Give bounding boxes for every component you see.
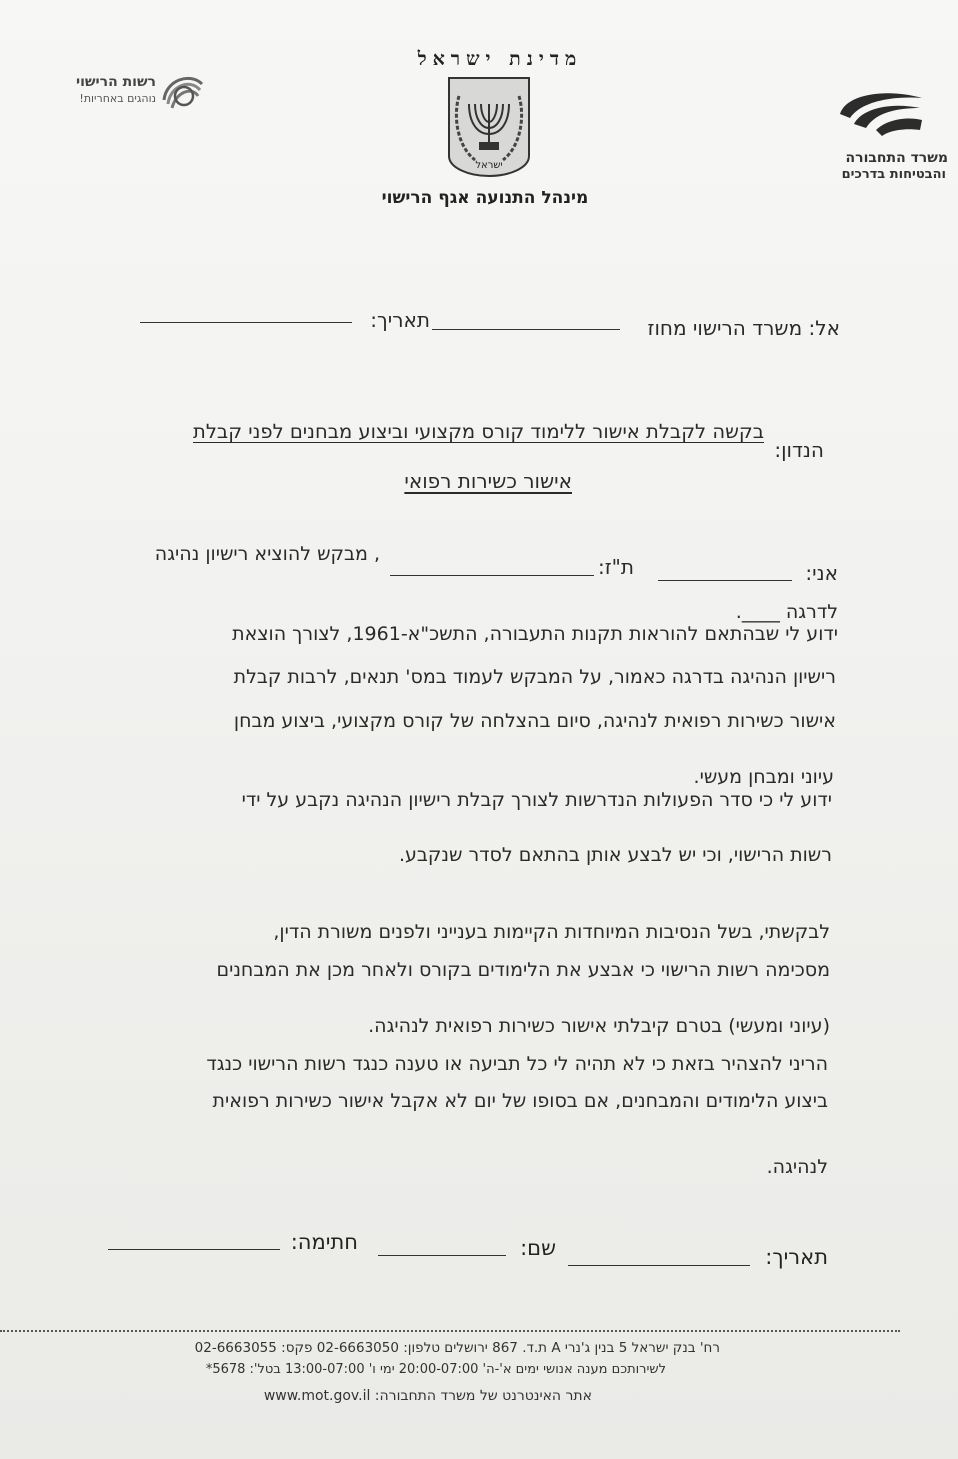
applicant-grade-text: לדרגה ____.	[735, 601, 838, 623]
footer-website: אתר האינטרנט של משרד התחבורה: www.mot.gov.il	[263, 1388, 592, 1404]
signature-name-blank-line	[378, 1255, 506, 1256]
paragraph3-line: הריני להצהיר בזאת כי לא תהיה לי כל תביעה או טענה כנגד רשות הרישוי כנגד	[206, 1053, 828, 1075]
footer-hours: לשירותכם מענה אנושי ימים א'-ה' 20:00-07:00 ימי ו' 13:00-07:00 בטל': 5678*	[205, 1362, 666, 1377]
subject-line1: בקשה לקבלת אישור ללימוד קורס מקצועי וביצוע מבחנים לפני קבלת	[193, 420, 764, 443]
paragraph3-line: ביצוע הלימודים והמבחנים, אם בסופו של יום לא אקבל אישור כשירות רפואית	[212, 1090, 828, 1112]
ministry-logo-icon	[836, 90, 926, 138]
applicant-id-blank-line	[390, 575, 594, 576]
swirl-icon	[158, 70, 208, 112]
signature-name-label: שם:	[520, 1236, 556, 1260]
paragraph1-line: עיוני ומבחן מעשי.	[693, 766, 834, 788]
paragraph3-line: לנהיגה.	[766, 1156, 828, 1178]
paragraph2-line: ידוע לי כי סדר הפעולות הנדרשות לצורך קבלת רישיון הנהיגה נקבע על ידי	[241, 789, 832, 811]
subject-line2: אישור כשירות רפואי	[404, 469, 572, 493]
applicant-name-blank-line	[658, 580, 792, 581]
applicant-request-text: , מבקש להוציא רישיון נהיגה	[154, 543, 380, 565]
licensing-authority-slogan: נוהגים באחריות!	[79, 92, 156, 105]
to-licensing-office: אל: משרד הרישוי מחוז	[647, 316, 840, 340]
paragraph3-line: (עיוני ומעשי) בטרם קיבלתי אישור כשירות רפואית לנהיגה.	[368, 1015, 830, 1037]
paragraph1-line: רישיון הנהיגה בדרגה כאמור, על המבקש לעמוד במס' תנאים, לרבות קבלת	[233, 666, 836, 688]
signature-date-label: תאריך:	[765, 1245, 828, 1269]
licensing-authority-logo	[58, 70, 208, 112]
paragraph3-line: לבקשתי, בשל הנסיבות המיוחדות הקיימות בענייני ולפנים משורת הדין,	[273, 921, 830, 943]
state-emblem-icon	[447, 76, 531, 178]
applicant-me-label: אני:	[805, 561, 838, 585]
applicant-id-label: ת"ז:	[597, 555, 634, 579]
district-blank-line	[432, 329, 620, 330]
paragraph1-line: ידוע לי שבהתאם להוראות תקנות התעבורה, התשכ"א-1961, לצורך הוצאת	[232, 623, 838, 645]
ministry-name-line2: והבטיחות בדרכים	[841, 167, 946, 182]
signature-signature-label: חתימה:	[290, 1230, 358, 1254]
paragraph3-line: מסכימה רשות הרישוי כי אבצע את הלימודים בקורס ולאחר מכן את המבחנים	[216, 959, 830, 981]
signature-date-blank-line	[568, 1265, 750, 1266]
paragraph1-line: אישור כשירות רפואית לנהיגה, סיום בהצלחה של קורס מקצועי, ביצוע מבחן	[233, 710, 836, 732]
top-date-label: תאריך:	[370, 308, 430, 332]
footer-divider	[0, 1330, 900, 1332]
subject-prefix: הנדון:	[774, 438, 824, 462]
emblem-text: ישראל	[475, 160, 503, 171]
signature-signature-blank-line	[108, 1249, 280, 1250]
licensing-authority-name: רשות הרישוי	[75, 74, 156, 90]
ministry-name-line1: משרד התחבורה	[845, 150, 948, 166]
footer-address: רח' בנק ישראל 5 בנין ג'נרי A ת.ד. 867 ירושלים טלפון: 02-6663050 פקס: 02-6663055	[194, 1340, 720, 1356]
top-date-blank-line	[140, 322, 352, 323]
paragraph2-line: רשות הרישוי, וכי יש לבצע אותן בהתאם לסדר שנקבע.	[398, 844, 832, 866]
state-title: מדינת ישראל	[417, 48, 583, 70]
department-name: מינהל התנועה אגף הרישוי	[381, 188, 589, 208]
